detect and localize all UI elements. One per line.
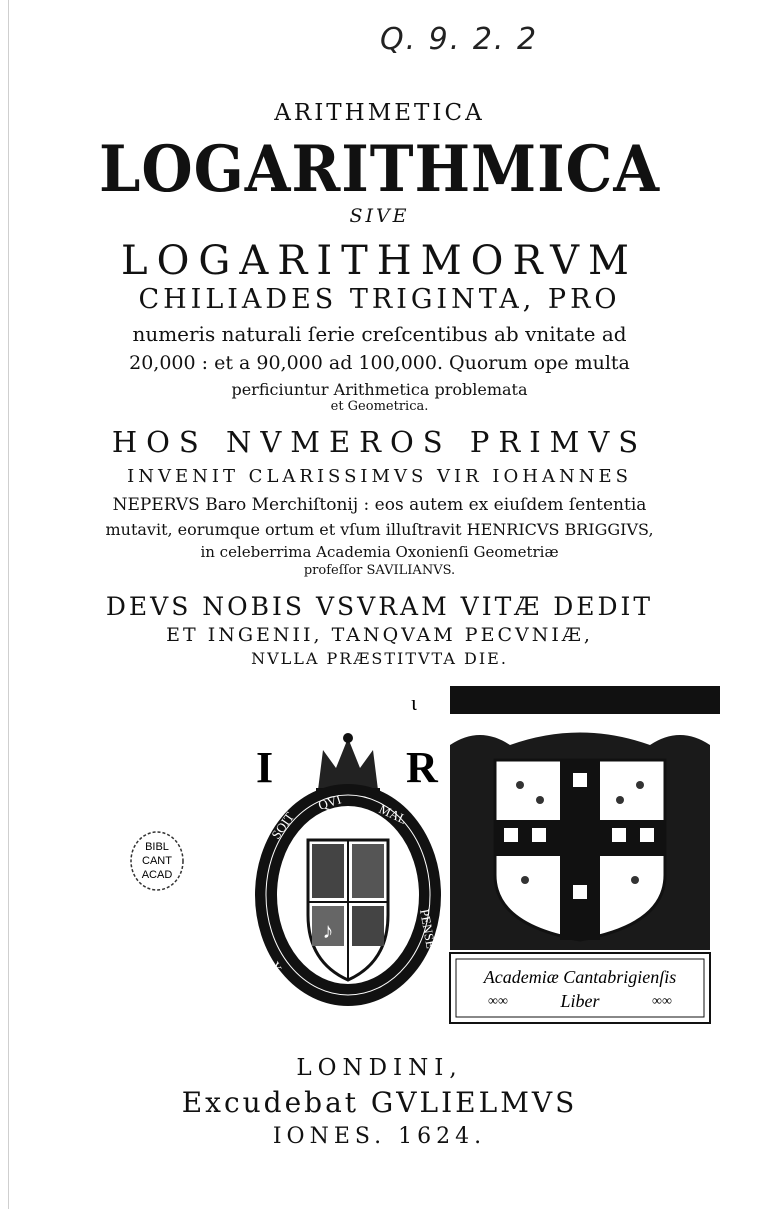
title-line-1: ARITHMETICA bbox=[274, 100, 485, 126]
description-line-1: numeris naturali ſerie creſcentibus ab vnitate ad bbox=[132, 322, 627, 346]
svg-text:∞∞: ∞∞ bbox=[488, 994, 508, 1009]
stamp-line-3: ACAD bbox=[141, 869, 173, 881]
garter-word-1: SOIT bbox=[268, 809, 298, 842]
bookplate-line-1: Academiæ Cantabrigienſis bbox=[483, 967, 677, 987]
inventor-line-5: in celeberrima Academia Oxonienſi Geometriæ bbox=[200, 543, 559, 561]
cambridge-bookplate-arms bbox=[440, 725, 720, 1025]
imprint-line-1: LONDINI, bbox=[296, 1055, 463, 1081]
inventor-line-2: INVENIT CLARISSIMVS VIR IOHANNES bbox=[127, 466, 632, 487]
stamp-line-1: BIBL bbox=[145, 841, 169, 853]
royal-letter-i: I bbox=[256, 743, 274, 792]
inventor-line-4: mutavit, eorumque ortum et vſum illuſtravit HENRICVS BRIGGIVS, bbox=[105, 520, 654, 539]
description-line-4: et Geometrica. bbox=[330, 399, 429, 414]
motto-line-2: ET INGENII, TANQVAM PECVNIÆ, bbox=[166, 624, 593, 646]
svg-text:ɩ: ɩ bbox=[411, 690, 417, 715]
stamp-line-2: CANT bbox=[142, 855, 172, 867]
motto-line-1: DEVS NOBIS VSVRAM VITÆ DEDIT bbox=[105, 592, 654, 621]
shelfmark: Q. 9. 2. 2 bbox=[380, 22, 539, 57]
royal-letter-r: R bbox=[406, 743, 438, 792]
imprint-line-2: Excudebat GVLIELMVS bbox=[181, 1086, 578, 1119]
svg-text:∞∞: ∞∞ bbox=[652, 994, 672, 1009]
garter-word-4: Y bbox=[267, 959, 286, 975]
garter-word-2: QVI bbox=[316, 791, 343, 813]
garter-word-3: MAL bbox=[376, 801, 410, 827]
title-line-4: LOGARITHMORVM bbox=[121, 238, 638, 284]
title-line-2: LOGARITHMICA bbox=[99, 132, 660, 207]
inventor-line-3: NEPERVS Baro Merchiſtonij : eos autem ex eiuſdem ſententia bbox=[112, 495, 647, 515]
title-line-3: SIVE bbox=[349, 205, 410, 227]
inventor-line-6: profeſſor SAVILIANVS. bbox=[303, 563, 456, 578]
bookplate-line-2: Liber bbox=[560, 991, 600, 1011]
royal-coat-of-arms bbox=[248, 730, 448, 1015]
title-line-5: CHILIADES TRIGINTA, PRO bbox=[138, 284, 621, 315]
description-line-3: perficiuntur Arithmetica problemata bbox=[231, 380, 528, 399]
motto-line-3: NVLLA PRÆSTITVTA DIE. bbox=[251, 649, 508, 668]
garter-word-5: PENSE bbox=[417, 907, 439, 950]
library-stamp bbox=[128, 830, 186, 892]
description-line-2: 20,000 : et a 90,000 ad 100,000. Quorum ope multa bbox=[129, 352, 630, 374]
imprint-line-3: IONES. 1624. bbox=[272, 1124, 487, 1149]
inventor-line-1: HOS NVMEROS PRIMVS bbox=[111, 425, 648, 459]
bookplate-top-strip bbox=[405, 680, 725, 720]
svg-text:♪: ♪ bbox=[322, 918, 334, 943]
